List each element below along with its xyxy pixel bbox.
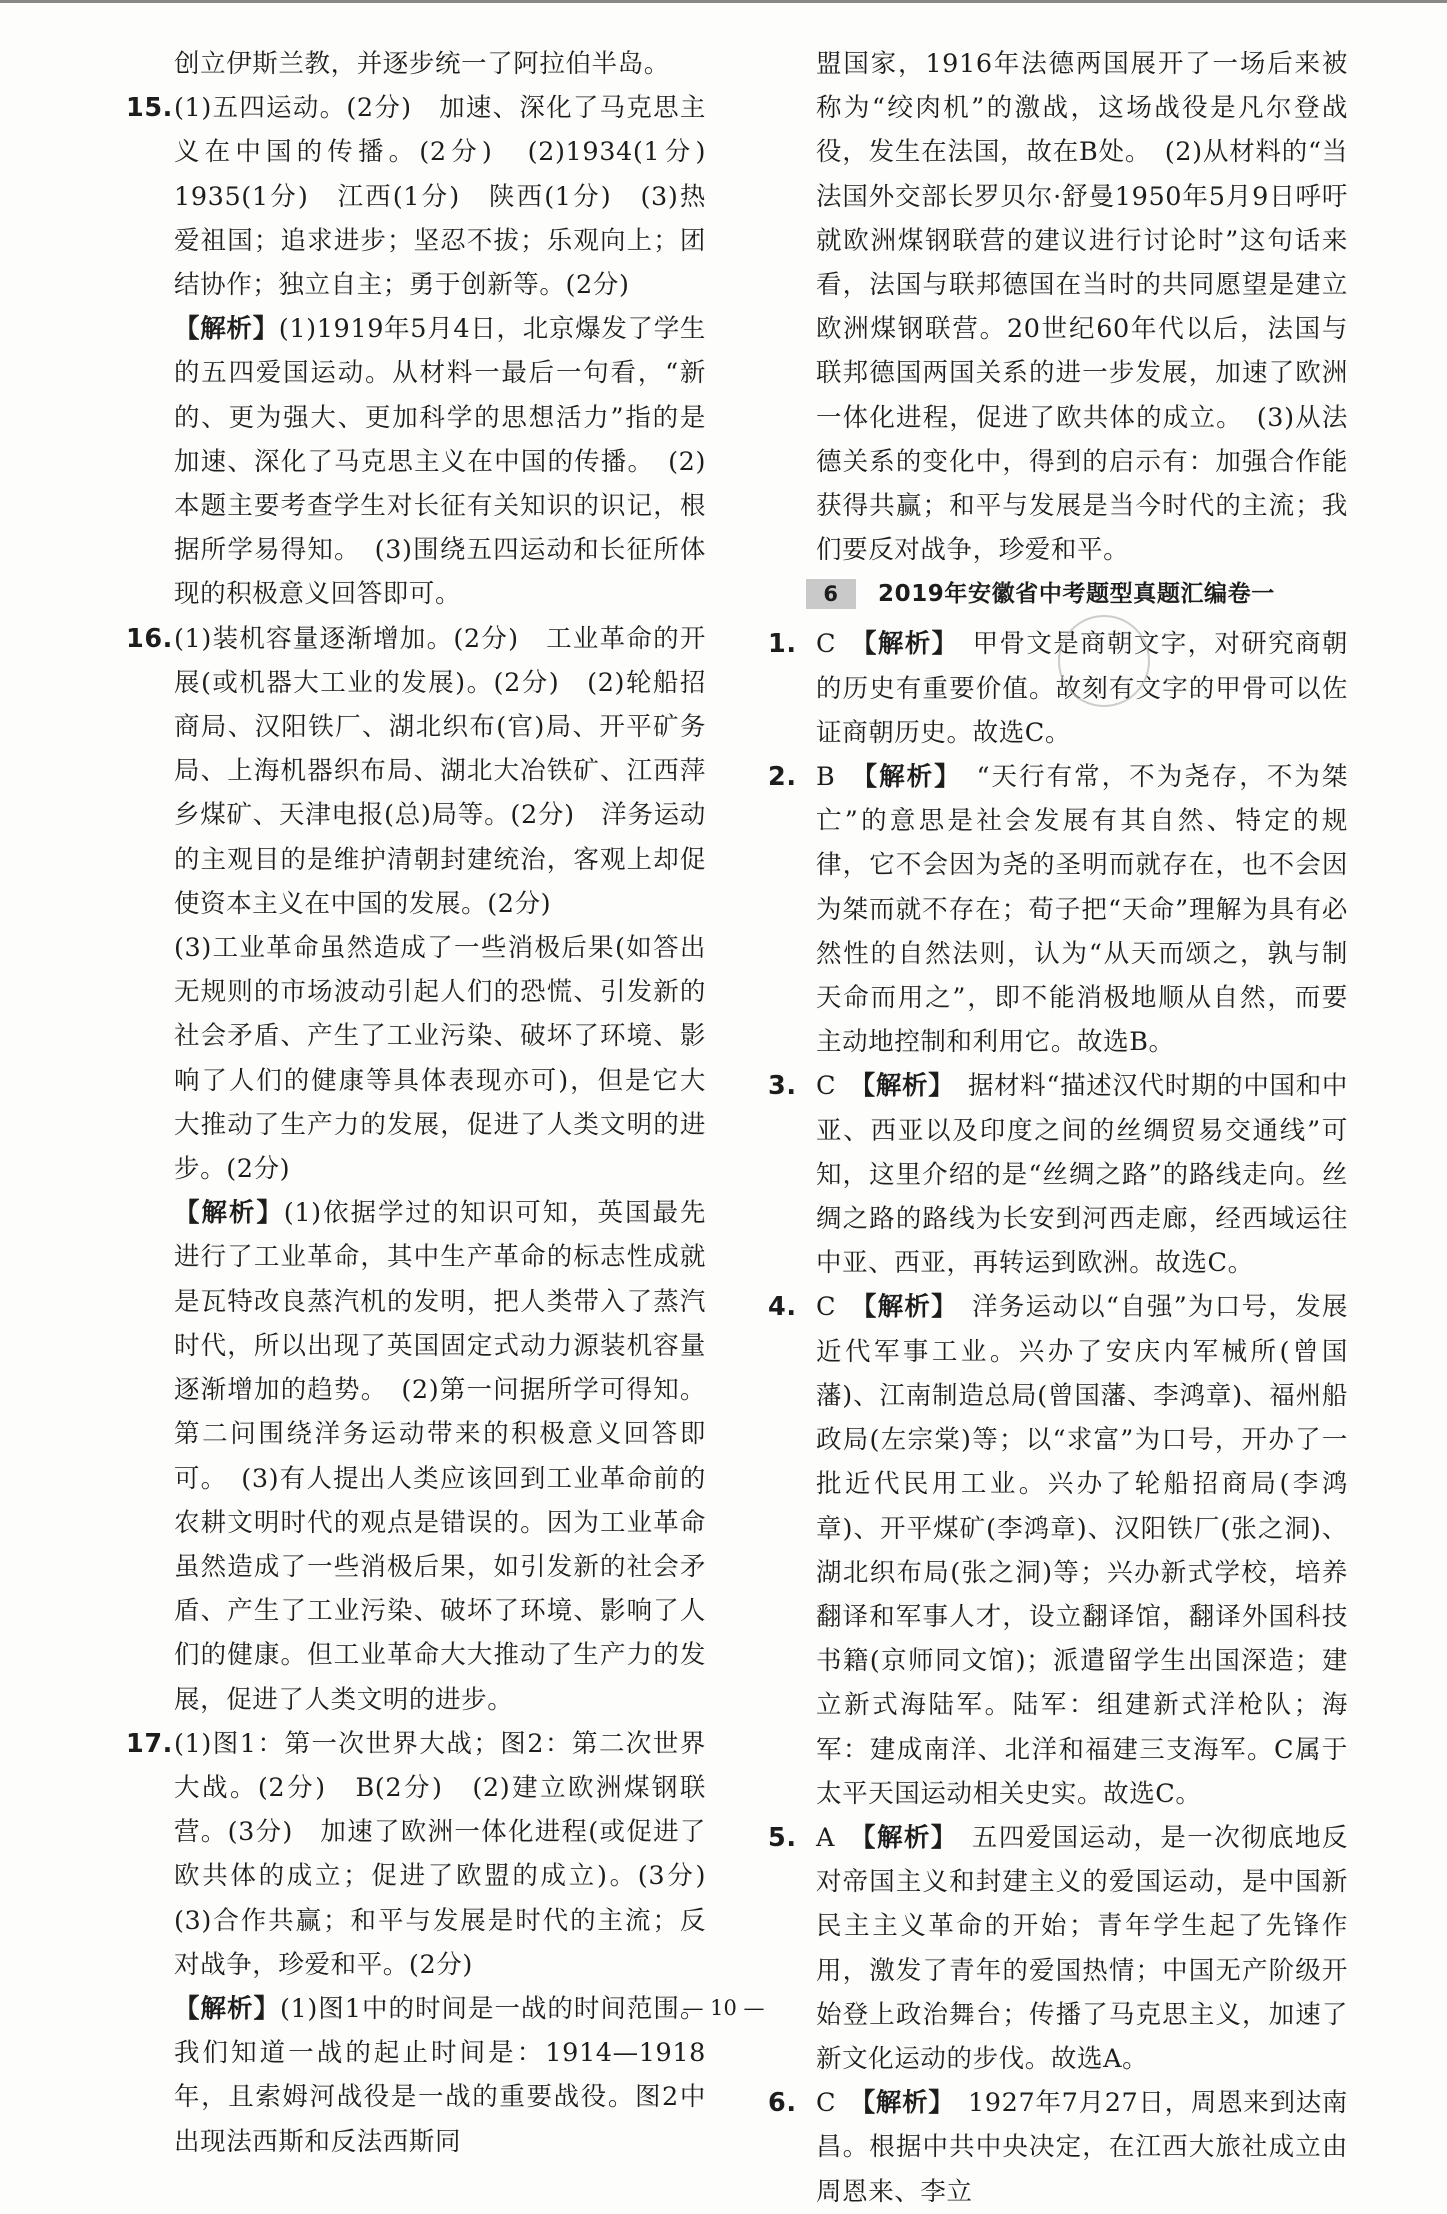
mc-answer-1 <box>768 622 1348 755</box>
mc-answer-4 <box>768 1285 1348 1815</box>
choice: A <box>816 1822 836 1853</box>
mc-answer-3 <box>768 1064 1348 1285</box>
question-number: 2. <box>768 762 797 793</box>
question-number: 15. <box>126 93 173 124</box>
analysis-label: 【解析】 <box>862 2088 942 2119</box>
question-number: 16. <box>126 623 173 654</box>
question-number: 3. <box>768 1071 797 1102</box>
answer-17 <box>126 1722 733 1987</box>
analysis-text: 甲骨文是商朝文字，对研究商朝的历史有重要价值。故刻有文字的甲骨可以佐证商朝历史。故选C。 <box>816 629 1348 748</box>
analysis-text: 洋务运动以“自强”为口号，发展近代军事工业。兴办了安庆内军械所(曾国藩)、江南制造总局(曾国藩、李鸿章)、福州船政局(左宗棠)等；以“求富”为口号，开办了一批近代民用工业。兴办了轮船招商局(李鸿章)、开平煤矿(李鸿章)、汉阳铁厂(张之洞)、湖北织布局(张之洞)等；兴办新式学校，培养翻译和军事人才，设立翻译馆，翻译外国科技书籍(京师同文馆)；派遣留学生出国深造；建立新式海陆军。陆军：组建新式洋枪队；海军：建成南洋、北洋和福建三支海军。C属于太平天国运动相关史实。故选C。 <box>816 1292 1348 1809</box>
analysis-text: 据材料“描述汉代时期的中国和中亚、西亚以及印度之间的丝绸贸易交通线”可知，这里介绍的是“丝绸之路”的路线走向。丝绸之路的路线为长安到河西走廊，经西域运往中亚、西亚，再转运到欧洲。故选C。 <box>816 1071 1348 1279</box>
mc-answer-5 <box>768 1816 1348 2081</box>
analysis-label: 【解析】 <box>864 762 949 793</box>
analysis-label: 【解析】 <box>174 1993 280 2024</box>
top-rule <box>0 0 1447 3</box>
analysis-17-continued: 盟国家，1916年法德两国展开了一场后来被称为“绞肉机”的激战，这场战役是凡尔登战役，发生在法国，故在B处。 (2)从材料的“当法国外交部长罗贝尔·舒曼1950年5月9日呼吁就欧洲煤钢联营的建议进行讨论时”这句话来看，法国与联邦德国在当时的共同愿望是建立欧洲煤钢联营。20世纪60年代以后，法国与联邦德国两国关系的进一步发展，加速了欧洲一体化进程，促进了欧共体的成立。 (3)从法德关系的变化中，得到的启示有：加强合作能获得共赢；和平与发展是当今时代的主流；我们要反对战争，珍爱和平。 <box>816 49 1348 566</box>
section-heading <box>806 574 1348 614</box>
answer-text: (1)图1：第一次世界大战；图2：第二次世界大战。(2分) B(2分) (2)建立欧洲煤钢联营。(3分) 加速了欧洲一体化进程(或促进了欧共体的成立；促进了欧盟的成立)。(3分) (3)合作共赢；和平与发展是时代的主流；反对战争，珍爱和平。(2分) <box>174 1728 733 1980</box>
right-column <box>768 42 1348 2214</box>
analysis-label: 【解析】 <box>862 1822 945 1853</box>
stamp-seal <box>1058 615 1150 707</box>
analysis-text: “天行有常，不为尧存，不为桀亡”的意思是社会发展有其自然、特定的规律，它不会因为尧的圣明而就存在，也不会因为桀而就不存在；荀子把“天命”理解为具有必然性的自然法则，认为“从天而颂之，孰与制天命而用之”，即不能消极地顺从自然，而要主动地控制和利用它。故选B。 <box>816 762 1348 1058</box>
analysis-label: 【解析】 <box>863 629 946 660</box>
analysis-text: 1927年7月27日，周恩来到达南昌。根据中共中央决定，在江西大旅社成立由周恩来、李立 <box>816 2088 1348 2207</box>
section-number: 6 <box>806 579 856 609</box>
question-number: 5. <box>768 1822 797 1853</box>
analysis-text: (1)依据学过的知识可知，英国最先进行了工业革命，其中生产革命的标志性成就是瓦特改良蒸汽机的发明，把人类带入了蒸汽时代，所以出现了英国固定式动力源装机容量逐渐增加的趋势。 (2)第一问据所学可得知。第二问围绕洋务运动带来的积极意义回答即可。 (3)有人提出人类应该回到工业革命前的农耕文明时代的观点是错误的。因为工业革命虽然造成了一些消极后果，如引发新的社会矛盾、产生了工业污染、破坏了环境、影响了人们的健康。但工业革命大大推动了生产力的发展，促进了人类文明的进步。 <box>174 1198 706 1715</box>
mc-answer-6 <box>768 2081 1348 2214</box>
analysis-16 <box>126 1191 706 1721</box>
choice: B <box>816 762 836 793</box>
answer-15 <box>126 86 733 307</box>
answer-16 <box>126 617 706 926</box>
paragraph-continuation: 创立伊斯兰教，并逐步统一了阿拉伯半岛。 <box>174 49 670 79</box>
answer-text: (1)装机容量逐渐增加。(2分) 工业革命的开展(或机器大工业的发展)。(2分) (2)轮船招商局、汉阳铁厂、湖北织布(官)局、开平矿务局、上海机器织布局、湖北大冶铁矿、江西萍乡煤矿、天津电报(总)局等。(2分) 洋务运动的主观目的是维护清朝封建统治，客观上却促使资本主义在中国的发展。(2分) <box>174 623 706 919</box>
choice: C <box>816 2088 837 2119</box>
answer-16-part3: (3)工业革命虽然造成了一些消极后果(如答出无规则的市场波动引起人们的恐慌、引发新的社会矛盾、产生了工业污染、破坏了环境、影响了人们的健康等具体表现亦可)，但是它大大推动了生产力的发展，促进了人类文明的进步。(2分) <box>174 933 706 1185</box>
question-number: 17. <box>126 1728 173 1759</box>
analysis-label: 【解析】 <box>863 1292 946 1323</box>
question-number: 6. <box>768 2088 797 2119</box>
analysis-text: 五四爱国运动，是一次彻底地反对帝国主义和封建主义的爱国运动，是中国新民主主义革命的开始；青年学生起了先锋作用，激发了青年的爱国热情；中国无产阶级开始登上政治舞台；传播了马克思主义，加速了新文化运动的步伐。故选A。 <box>816 1822 1349 2074</box>
analysis-label: 【解析】 <box>862 1071 942 1102</box>
mc-answer-2 <box>768 755 1348 1064</box>
analysis-text: (1)图1中的时间是一战的时间范围。我们知道一战的起止时间是：1914—1918年，且索姆河战役是一战的重要战役。图2中出现法西斯和反法西斯同 <box>174 1993 706 2157</box>
analysis-text: (1)1919年5月4日，北京爆发了学生的五四爱国运动。从材料一最后一句看，“新的、更为强大、更加科学的思想活力”指的是加速、深化了马克思主义在中国的传播。 (2)本题主要考查学生对长征有关知识的识记，根据所学易得知。 (3)围绕五四运动和长征所体现的积极意义回答即可。 <box>174 314 707 610</box>
analysis-15 <box>126 307 706 616</box>
question-number: 1. <box>768 629 797 660</box>
answer-text: (1)五四运动。(2分) 加速、深化了马克思主义在中国的传播。(2分) (2)1934(1分) 1935(1分) 江西(1分) 陕西(1分) (3)热爱祖国；追求进步；坚忍不拔；乐观向上；团结协作；独立自主；勇于创新等。(2分) <box>174 93 733 301</box>
choice: C <box>816 1071 837 1102</box>
choice: C <box>816 1292 837 1323</box>
analysis-label: 【解析】 <box>174 1198 284 1229</box>
section-title-text: 2019年安徽省中考题型真题汇编卷一 <box>878 581 1275 608</box>
question-number: 4. <box>768 1292 797 1323</box>
choice: C <box>816 629 837 660</box>
analysis-label: 【解析】 <box>174 314 279 345</box>
page-number: — 10 — <box>682 1996 765 2020</box>
